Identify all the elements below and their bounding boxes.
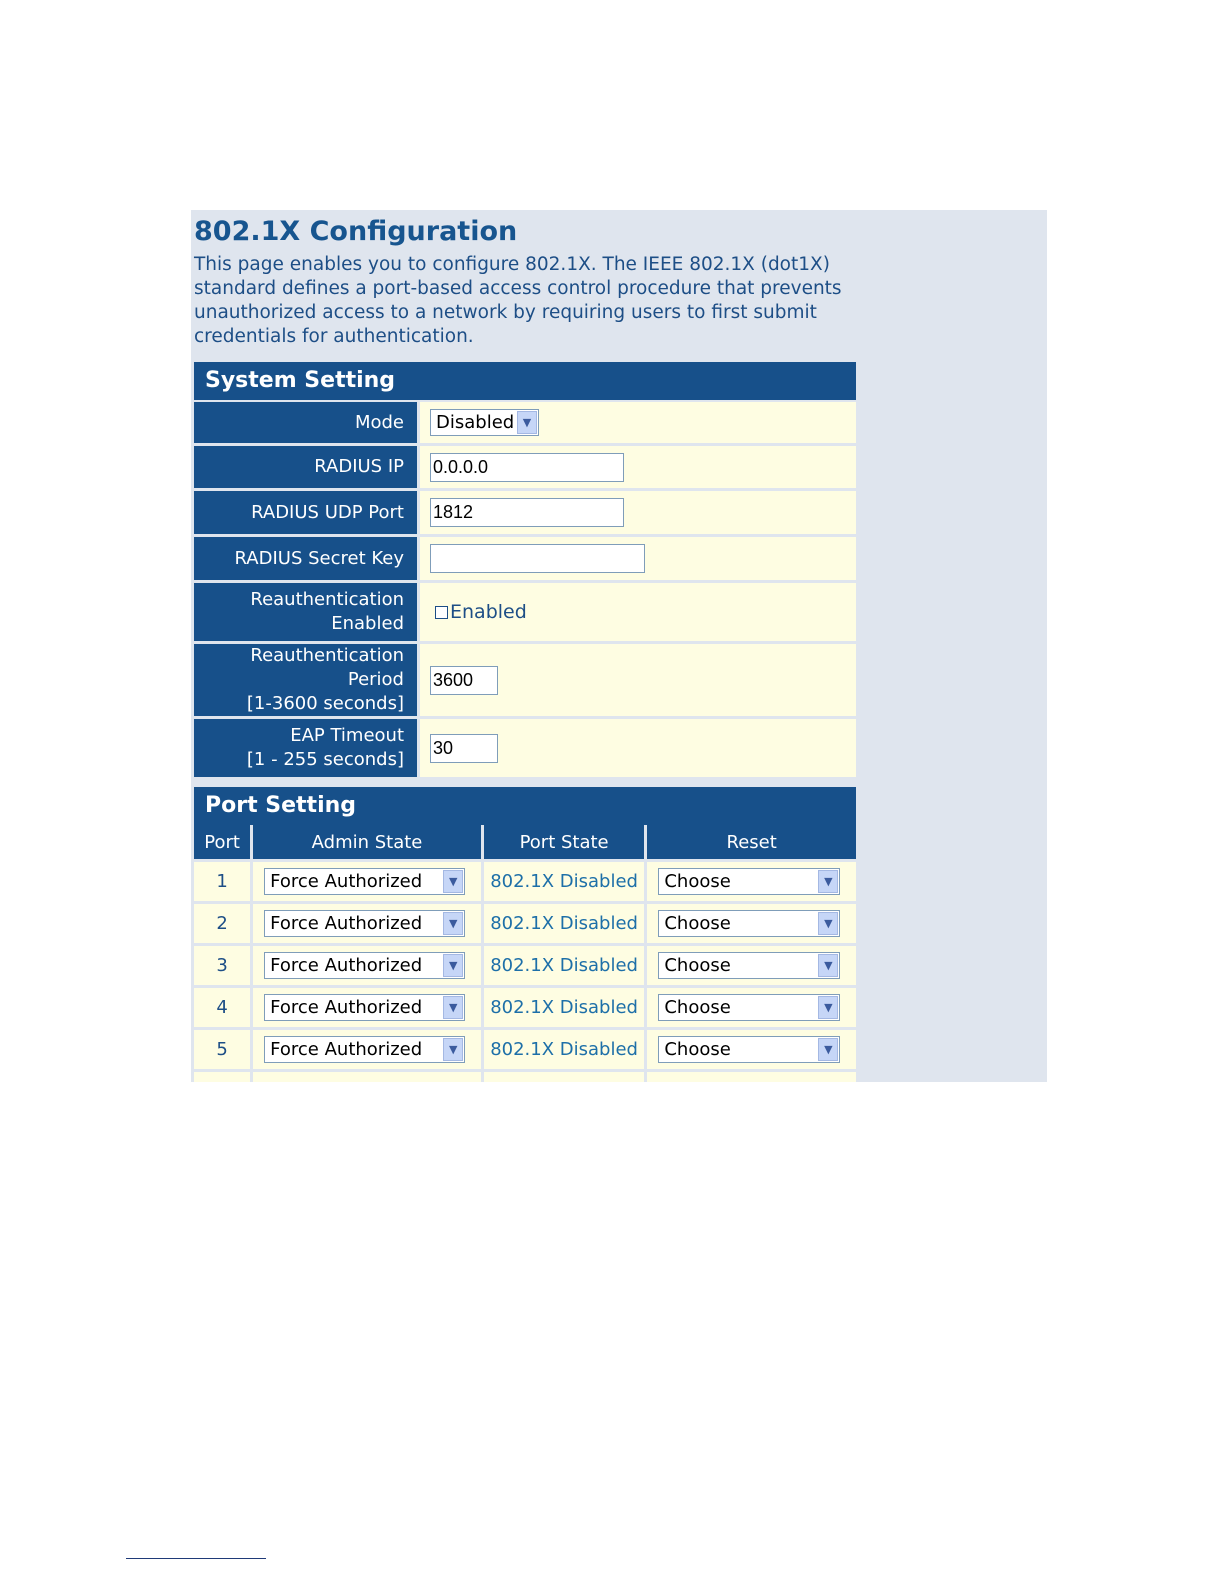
admin-state-select[interactable]: [264, 1036, 465, 1063]
mode-label: Mode: [194, 402, 420, 443]
eap-timeout-row: [194, 719, 856, 777]
table-row: [194, 1072, 856, 1082]
reauth-enabled-label-line1: Reauthentication: [250, 589, 404, 610]
reset-select[interactable]: [658, 952, 840, 979]
chevron-down-icon: ▼: [818, 1038, 838, 1061]
admin-state-select[interactable]: [264, 994, 465, 1021]
table-row: [194, 946, 856, 985]
port-table-header-row: [194, 825, 856, 859]
chevron-down-icon: ▼: [818, 954, 838, 977]
system-setting-header: System Setting: [194, 362, 856, 400]
table-row: [194, 1030, 856, 1069]
reset-value: Choose: [664, 1039, 731, 1060]
port-state: 802.1X Disabled: [484, 946, 644, 985]
table-row: [194, 988, 856, 1027]
radius-ip-input[interactable]: 0.0.0.0: [430, 453, 624, 482]
reauth-period-label-line2: [1-3600 seconds]: [246, 693, 404, 714]
chevron-down-icon: ▼: [443, 1038, 463, 1061]
col-port-state: Port State: [484, 825, 644, 859]
port-number: [194, 1072, 250, 1082]
port-setting-section: [194, 787, 856, 1082]
chevron-down-icon: ▼: [443, 996, 463, 1019]
port-number: 1: [194, 862, 250, 901]
col-admin-state: Admin State: [253, 825, 481, 859]
reset-select[interactable]: [658, 868, 840, 895]
radius-secret-key-label: RADIUS Secret Key: [194, 537, 420, 580]
radius-udp-port-row: [194, 491, 856, 534]
port-state: 802.1X Disabled: [484, 988, 644, 1027]
port-state: 802.1X Disabled: [484, 904, 644, 943]
admin-state-select[interactable]: [264, 868, 465, 895]
reauth-enabled-checkbox[interactable]: [435, 606, 448, 619]
radius-udp-port-input[interactable]: 1812: [430, 498, 624, 527]
port-state: 802.1X Disabled: [484, 862, 644, 901]
chevron-down-icon: ▼: [443, 954, 463, 977]
chevron-down-icon: ▼: [818, 912, 838, 935]
admin-state-value: Force Authorized: [270, 997, 423, 1018]
reset-select[interactable]: [658, 910, 840, 937]
mode-row: [194, 402, 856, 443]
admin-state-select[interactable]: [264, 910, 465, 937]
reset-select[interactable]: [658, 1036, 840, 1063]
radius-ip-row: [194, 446, 856, 488]
port-setting-header: Port Setting: [194, 787, 856, 825]
footnote-divider: [126, 1558, 266, 1559]
reauth-period-row: [194, 644, 856, 716]
port-setting-table: [191, 822, 859, 1082]
port-number: 2: [194, 904, 250, 943]
reset-select[interactable]: [658, 994, 840, 1021]
system-setting-section: [194, 362, 856, 780]
port-number: 5: [194, 1030, 250, 1069]
admin-state-value: Force Authorized: [270, 913, 423, 934]
reset-value: Choose: [664, 955, 731, 976]
eap-timeout-label-line1: EAP Timeout: [290, 725, 404, 746]
admin-state-value: Force Authorized: [270, 1039, 423, 1060]
chevron-down-icon: ▼: [818, 996, 838, 1019]
table-row: [194, 904, 856, 943]
admin-state-value: Force Authorized: [270, 955, 423, 976]
chevron-down-icon: ▼: [517, 411, 537, 434]
chevron-down-icon: ▼: [443, 912, 463, 935]
page-title: 802.1X Configuration: [194, 216, 518, 247]
reset-value: Choose: [664, 871, 731, 892]
col-port: Port: [194, 825, 250, 859]
mode-select-value: Disabled: [436, 412, 515, 433]
page-description: This page enables you to configure 802.1X. The IEEE 802.1X (dot1X) standard defines a port-based access control procedure that prevents unauthorized access to a network by requiring users to first submit credentials for authentication.: [194, 254, 842, 347]
radius-secret-key-row: [194, 537, 856, 580]
mode-select[interactable]: [430, 409, 539, 436]
radius-secret-key-input[interactable]: [430, 544, 645, 573]
reset-value: Choose: [664, 997, 731, 1018]
chevron-down-icon: ▼: [818, 870, 838, 893]
col-reset: Reset: [647, 825, 856, 859]
reset-value: Choose: [664, 913, 731, 934]
port-number: 4: [194, 988, 250, 1027]
eap-timeout-input[interactable]: 30: [430, 734, 498, 763]
port-state: [484, 1072, 644, 1082]
reauth-enabled-label-line2: Enabled: [331, 613, 404, 634]
system-setting-table: [194, 399, 856, 780]
reauth-enabled-row: [194, 583, 856, 641]
chevron-down-icon: ▼: [443, 870, 463, 893]
reauth-period-label-line1: Reauthentication Period: [250, 645, 404, 690]
reauth-enabled-checkbox-label[interactable]: Enabled: [450, 601, 527, 623]
radius-udp-port-label: RADIUS UDP Port: [194, 491, 420, 534]
eap-timeout-label-line2: [1 - 255 seconds]: [246, 749, 404, 770]
admin-state-value: Force Authorized: [270, 871, 423, 892]
port-number: 3: [194, 946, 250, 985]
port-state: 802.1X Disabled: [484, 1030, 644, 1069]
table-row: [194, 862, 856, 901]
config-panel: [191, 210, 1047, 1082]
admin-state-select[interactable]: [264, 952, 465, 979]
radius-ip-label: RADIUS IP: [194, 446, 420, 488]
reauth-period-input[interactable]: 3600: [430, 666, 498, 695]
